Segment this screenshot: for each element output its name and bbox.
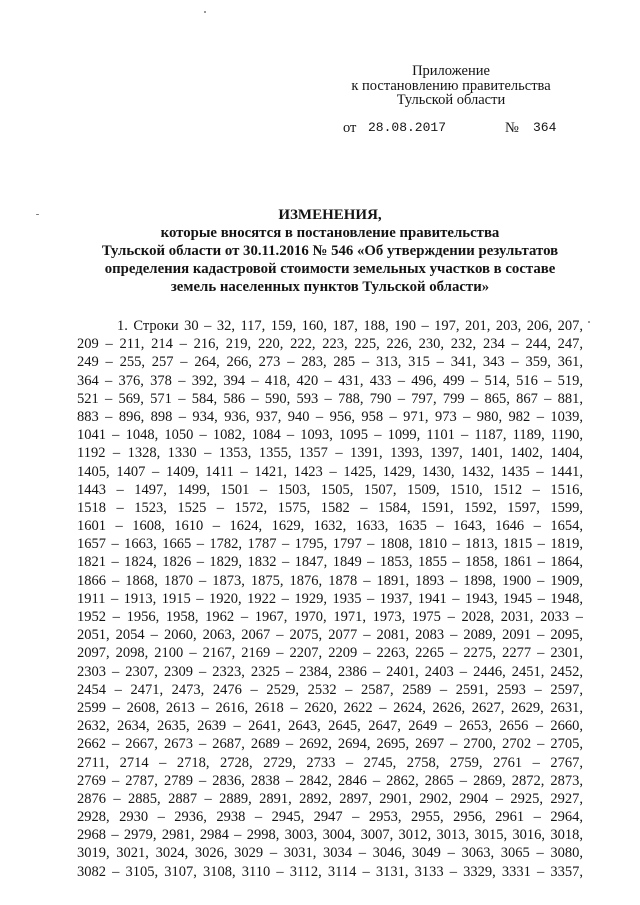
scan-speck	[204, 11, 206, 13]
body-line: 1443 – 1497, 1499, 1501 – 1503, 1505, 1507, 1509, 1510, 1512 – 1516,	[77, 481, 583, 498]
body-line: 1952 – 1956, 1958, 1962 – 1967, 1970, 1971, 1973, 1975 – 2028, 2031, 2033 –	[77, 609, 583, 625]
body-line: 2711, 2714 – 2718, 2728, 2729, 2733 – 2745, 2758, 2759, 2761 – 2767,	[77, 754, 583, 771]
body-line: 1821 – 1824, 1826 – 1829, 1832 – 1847, 1849 – 1853, 1855 – 1858, 1861 – 1864,	[77, 554, 583, 571]
body-line: 1041 – 1048, 1050 – 1082, 1084 – 1093, 1095 – 1099, 1101 – 1187, 1189, 1190,	[77, 427, 583, 444]
body-line: 2876 – 2885, 2887 – 2889, 2891, 2892, 2897, 2901, 2902, 2904 – 2925, 2927,	[77, 790, 583, 807]
body-line: 3019, 3021, 3024, 3026, 3029 – 3031, 3034 – 3046, 3049 – 3063, 3065 – 3080,	[77, 845, 583, 862]
body-line: 2454 – 2471, 2473, 2476 – 2529, 2532 – 2587, 2589 – 2591, 2593 – 2597,	[77, 681, 583, 698]
body-line: 1911 – 1913, 1915 – 1920, 1922 – 1929, 1935 – 1937, 1941 – 1943, 1945 – 1948,	[77, 590, 583, 607]
body-line: 2632, 2634, 2635, 2639 – 2641, 2643, 2645, 2647, 2649 – 2653, 2656 – 2660,	[77, 718, 583, 735]
scan-speck	[588, 321, 590, 323]
title-line: определения кадастровой стоимости земельных участков в составе	[104, 261, 556, 277]
appendix-line: Приложение	[412, 63, 490, 79]
body-line: 209 – 211, 214 – 216, 219, 220, 222, 223, 225, 226, 230, 232, 234 – 244, 247,	[77, 336, 583, 353]
body-line: 2097, 2098, 2100 – 2167, 2169 – 2207, 2209 – 2263, 2265 – 2275, 2277 – 2301,	[77, 645, 583, 662]
body-line: 1601 – 1608, 1610 – 1624, 1629, 1632, 1633, 1635 – 1643, 1646 – 1654,	[77, 518, 583, 535]
title-line: земель населенных пунктов Тульской области»	[170, 279, 490, 295]
body-line: 883 – 896, 898 – 934, 936, 937, 940 – 956, 958 – 971, 973 – 980, 982 – 1039,	[77, 408, 583, 425]
number-sign: №	[505, 120, 519, 136]
appendix-header	[340, 64, 562, 108]
body-line: 2662 – 2667, 2673 – 2687, 2689 – 2692, 2694, 2695, 2697 – 2700, 2702 – 2705,	[77, 736, 583, 753]
body-paragraph	[77, 317, 583, 881]
body-line: 1. Строки 30 – 32, 117, 159, 160, 187, 188, 190 – 197, 201, 203, 206, 207,	[117, 318, 583, 334]
body-line: 3082 – 3105, 3107, 3108, 3110 – 3112, 3114 – 3131, 3133 – 3329, 3331 – 3357,	[77, 863, 583, 880]
body-line: 1518 – 1523, 1525 – 1572, 1575, 1582 – 1584, 1591, 1592, 1597, 1599,	[77, 499, 583, 516]
scan-speck	[36, 214, 39, 215]
body-line: 2769 – 2787, 2789 – 2836, 2838 – 2842, 2846 – 2862, 2865 – 2869, 2872, 2873,	[77, 772, 583, 789]
body-line: 521 – 569, 571 – 584, 586 – 590, 593 – 788, 790 – 797, 799 – 865, 867 – 881,	[77, 390, 583, 407]
body-line: 1657 – 1663, 1665 – 1782, 1787 – 1795, 1797 – 1808, 1810 – 1813, 1815 – 1819,	[77, 536, 583, 553]
resolution-date-number	[0, 119, 640, 137]
body-line: 1866 – 1868, 1870 – 1873, 1875, 1876, 1878 – 1891, 1893 – 1898, 1900 – 1909,	[77, 572, 583, 589]
body-line: 1192 – 1328, 1330 – 1353, 1355, 1357 – 1391, 1393, 1397, 1401, 1402, 1404,	[77, 445, 583, 462]
appendix-line: к постановлению правительства	[351, 77, 551, 94]
body-line: 364 – 376, 378 – 392, 394 – 418, 420 – 431, 433 – 496, 499 – 514, 516 – 519,	[77, 372, 583, 389]
appendix-line: Тульской области	[396, 92, 506, 108]
document-title	[40, 206, 620, 296]
body-line: 2968 – 2979, 2981, 2984 – 2998, 3003, 3004, 3007, 3012, 3013, 3015, 3016, 3018,	[77, 827, 583, 844]
body-line: 2051, 2054 – 2060, 2063, 2067 – 2075, 2077 – 2081, 2083 – 2089, 2091 – 2095,	[77, 627, 583, 644]
body-line: 2928, 2930 – 2936, 2938 – 2945, 2947 – 2953, 2955, 2956, 2961 – 2964,	[77, 809, 583, 826]
body-line: 2599 – 2608, 2613 – 2616, 2618 – 2620, 2622 – 2624, 2626, 2627, 2629, 2631,	[77, 699, 583, 716]
body-line: 249 – 255, 257 – 264, 266, 273 – 283, 285 – 313, 315 – 341, 343 – 359, 361,	[77, 354, 583, 371]
resolution-date: 28.08.2017	[368, 120, 447, 135]
title-line: которые вносятся в постановление правительства	[160, 225, 500, 241]
body-line: 2303 – 2307, 2309 – 2323, 2325 – 2384, 2386 – 2401, 2403 – 2446, 2451, 2452,	[77, 663, 583, 680]
resolution-number: 364	[533, 120, 557, 135]
date-prefix: от	[343, 120, 357, 136]
title-heading: ИЗМЕНЕНИЯ,	[278, 207, 382, 223]
title-line: Тульской области от 30.11.2016 № 546 «Об утверждении результатов	[101, 243, 559, 259]
body-line: 1405, 1407 – 1409, 1411 – 1421, 1423 – 1425, 1429, 1430, 1432, 1435 – 1441,	[77, 463, 583, 480]
